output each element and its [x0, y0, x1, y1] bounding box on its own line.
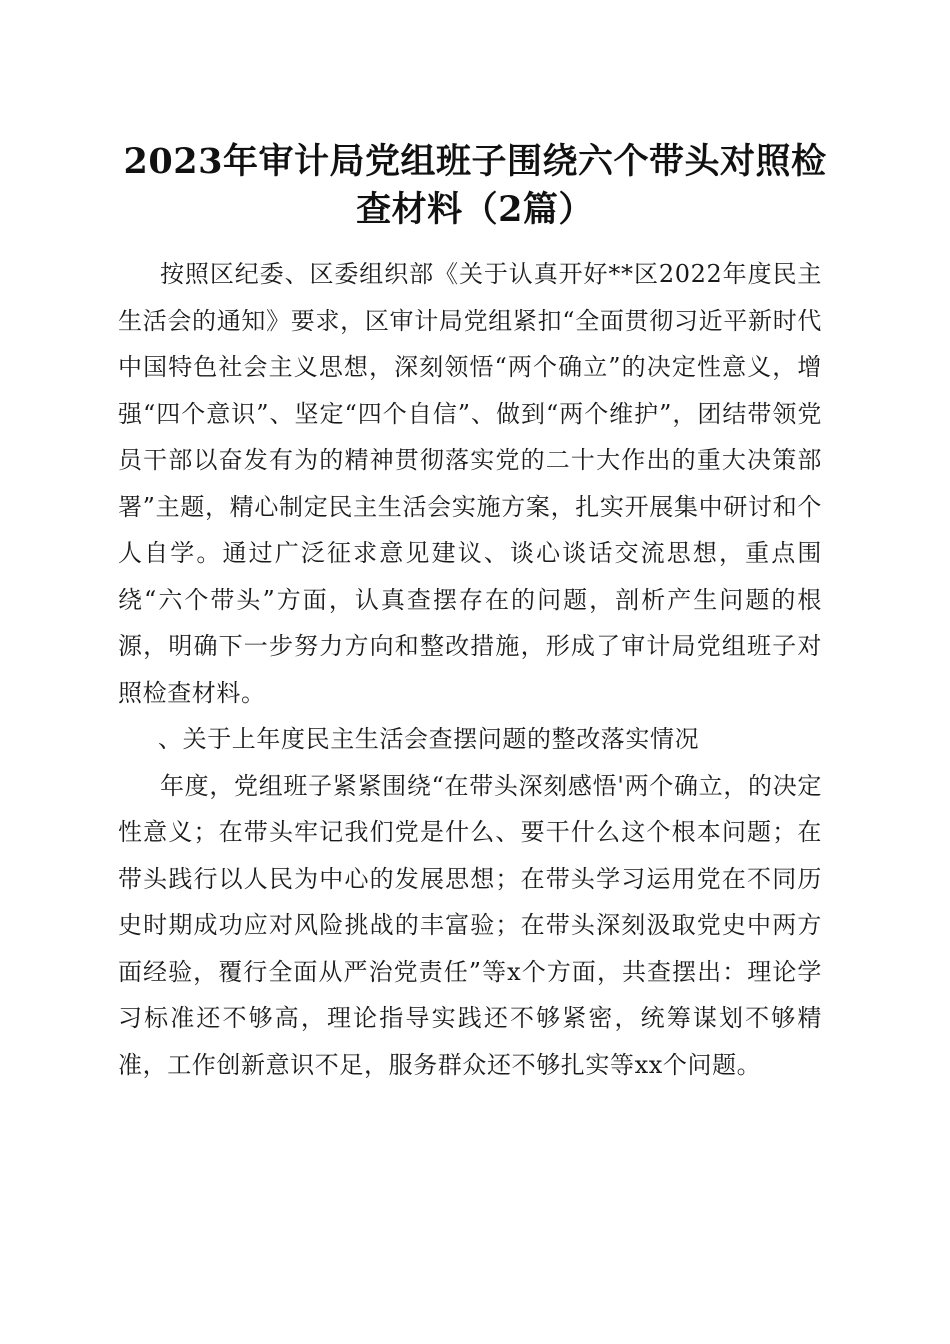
title-line-2: 查材料（2篇） [356, 189, 594, 230]
title-line-1: 2023年审计局党组班子围绕六个带头对照检 [123, 141, 827, 182]
document-body [118, 251, 822, 1088]
section-heading: 、关于上年度民主生活会查摆问题的整改落实情况 [158, 725, 700, 753]
intro-paragraph: 按照区纪委、区委组织部《关于认真开好**区2022年度民主生活会的通知》要求，区审计局党组紧扣“全面贯彻习近平新时代中国特色社会主义思想，深刻领悟“两个确立”的决定性意义，增强“四个意识”、坚定“四个自信”、做到“两个维护”，团结带领党员干部以奋发有为的精神贯彻落实党的二十大作出的重大决策部署”主题，精心制定民主生活会实施方案，扎实开展集中研讨和个人自学。通过广泛征求意见建议、谈心谈话交流思想，重点围绕“六个带头”方面，认真查摆存在的问题，剖析产生问题的根源，明确下一步努力方向和整改措施，形成了审计局党组班子对照检查材料。 [118, 260, 822, 707]
document-title [118, 138, 832, 234]
section-paragraph: 年度，党组班子紧紧围绕“在带头深刻感悟'两个确立，的决定性意义；在带头牢记我们党是什么、要干什么这个根本问题；在带头践行以人民为中心的发展思想；在带头学习运用党在不同历史时期成功应对风险挑战的丰富验；在带头深刻汲取党史中两方面经验，覆行全面从严治党责任”等x个方面，共查摆出：理论学习标准还不够高，理论指导实践还不够紧密，统筹谋划不够精准，工作创新意识不足，服务群众还不够扎实等xx个问题。 [118, 771, 822, 1079]
